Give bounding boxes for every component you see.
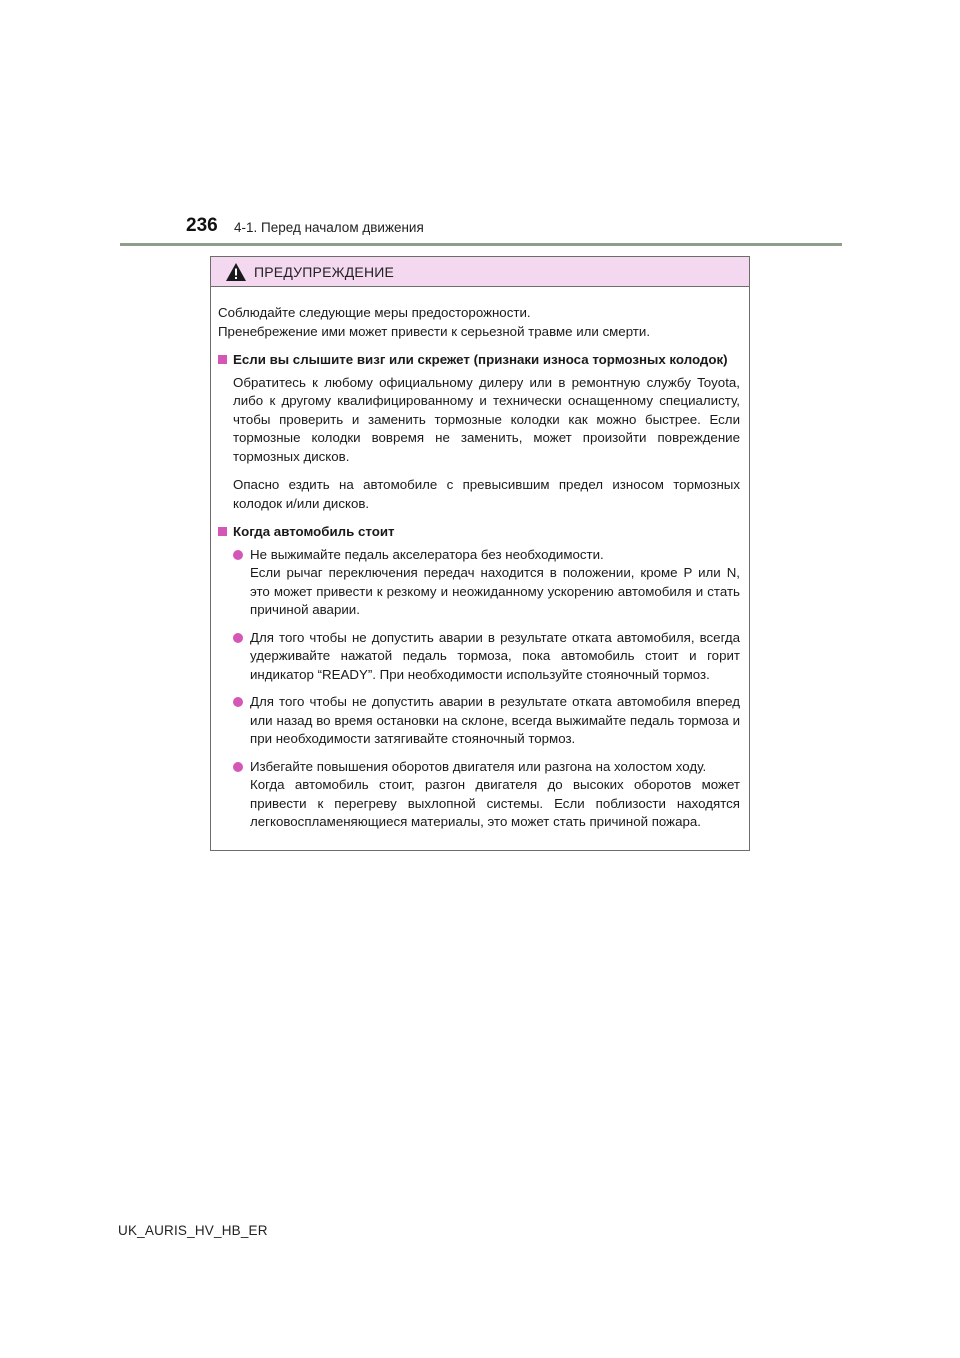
warning-header xyxy=(211,257,749,287)
section-heading-text: Когда автомобиль стоит xyxy=(233,524,395,539)
bullet-text: Для того чтобы не допустить аварии в результате отката автомобиля вперед или назад во время остановки на склоне, всегда выжимайте педаль тормоза и при необходимости затягивайте стояночный тормоз. xyxy=(250,694,740,746)
intro-line: Соблюдайте следующие меры предосторожности. xyxy=(218,305,531,320)
list-item xyxy=(218,629,740,685)
round-bullet-icon xyxy=(233,762,243,772)
section-title: 4-1. Перед началом движения xyxy=(234,220,424,235)
section-heading-text: Если вы слышите визг или скрежет (признаки износа тормозных колодок) xyxy=(233,352,728,367)
round-bullet-icon xyxy=(233,633,243,643)
round-bullet-icon xyxy=(233,697,243,707)
warning-body xyxy=(211,304,749,832)
list-item xyxy=(218,693,740,749)
warning-title: ПРЕДУПРЕЖДЕНИЕ xyxy=(254,263,395,280)
paragraph: Опасно ездить на автомобиле с превысившим предел износом тормозных колодок и/или дисков. xyxy=(233,477,740,511)
bullet-lead: Не выжимайте педаль акселератора без необходимости. xyxy=(250,546,604,562)
bullet-text: Когда автомобиль стоит, разгон двигателя до высоких оборотов может привести к перегреву выхлопной системы. Если поблизости находятся легковоспламеняющиеся материалы, это может стать причиной пожара. xyxy=(250,777,740,829)
bullet-list xyxy=(218,546,740,832)
paragraph: Обратитесь к любому официальному дилеру или в ремонтную службу Toyota, либо к другому квалифицированному и технически оснащенному специалисту, чтобы проверить и заменить тормозные колодки как можно быстрее. Если тормозные колодки вовремя не заменить, может произойти повреждение тормозных дисков. xyxy=(233,374,740,464)
bullet-lead: Избегайте повышения оборотов двигателя или разгона на холостом ходу. xyxy=(250,758,707,774)
section-heading-brake-pads xyxy=(218,351,740,370)
list-item xyxy=(218,546,740,620)
document-code: UK_AURIS_HV_HB_ER xyxy=(118,1223,268,1238)
square-bullet-icon xyxy=(218,527,227,536)
page-number: 236 xyxy=(186,215,218,236)
warning-intro xyxy=(218,304,740,341)
section-heading-stationary xyxy=(218,523,740,542)
warning-box xyxy=(210,256,750,851)
intro-line: Пренебрежение ими может привести к серьезной травме или смерти. xyxy=(218,323,651,339)
warning-triangle-icon xyxy=(225,262,247,282)
round-bullet-icon xyxy=(233,550,243,560)
bullet-text: Для того чтобы не допустить аварии в результате отката автомобиля, всегда удерживайте нажатой педаль тормоза, пока автомобиль стоит и горит индикатор “READY”. При необходимости используйте стояночный тормоз. xyxy=(250,629,740,682)
header-rule xyxy=(120,243,842,246)
bullet-text: Если рычаг переключения передач находится в положении, кроме P или N, это может привести к резкому и неожиданному ускорению автомобиля и стать причиной аварии. xyxy=(250,565,740,617)
square-bullet-icon xyxy=(218,355,227,364)
list-item xyxy=(218,758,740,832)
section-content-brake-pads xyxy=(218,374,740,514)
